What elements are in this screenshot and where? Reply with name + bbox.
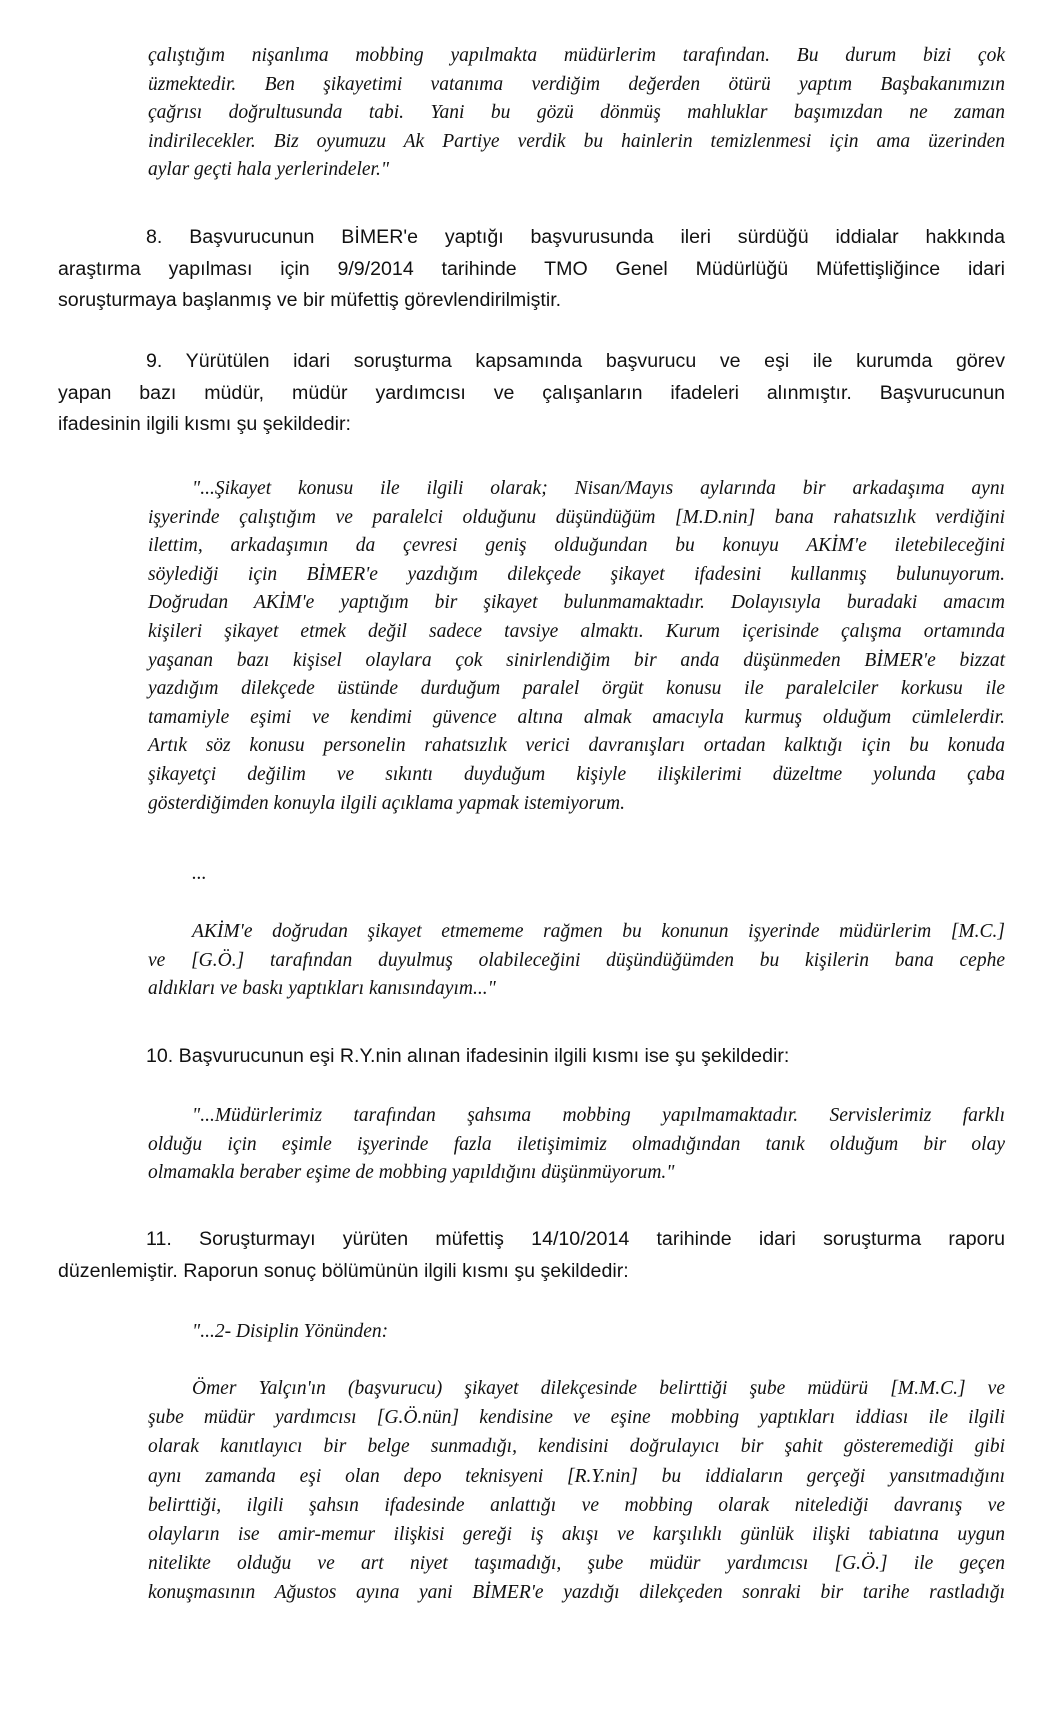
quote-c <box>148 1102 1005 1188</box>
quote-line: çalıştığım nişanlıma mobbing yapılmakta müdürlerim tarafından. Bu durum bizi çok <box>148 45 1005 66</box>
paragraph-line: 9. Yürütülen idari soruşturma kapsamında başvurucu ve eşi ile kurumda görev <box>146 350 1005 372</box>
quote-line: aynı zamanda eşi olan depo teknisyeni [R.Y.nin] bu iddiaların gerçeği yansıtmadığını <box>148 1465 1005 1487</box>
paragraph-line: düzenlemiştir. Raporun sonuç bölümünün ilgili kısmı şu şekildedir: <box>58 1259 629 1282</box>
paragraph-10 <box>58 1041 1005 1073</box>
quote-line: çağrısı doğrultusunda tabi. Yani bu gözü dönmüş mahluklar başımızdan ne zaman <box>148 102 1005 124</box>
quote-line: indirilecekler. Biz oyumuzu Ak Partiye verdik bu hainlerin temizlenmesi için ama üzerinden <box>148 130 1005 152</box>
quote-line: Artık söz konusu personelin rahatsızlık verici davranışları ortadan kalktığı için bu konuda <box>148 735 1005 757</box>
quote-line: konuşmasının Ağustos ayına yani BİMER'e yazdığı dilekçeden sonraki bir tarihe rastladığı <box>148 1582 1005 1604</box>
quote-line: belirttiği, ilgili şahsın ifadesinde anlattığı ve mobbing olarak nitelediği davranış ve <box>148 1494 1005 1516</box>
quote-line: "...Şikayet konusu ile ilgili olarak; Nisan/Mayıs aylarında bir arkadaşıma aynı <box>192 478 1005 499</box>
quote-line: söylediği için BİMER'e yazdığım dilekçede şikayet ifadesini kullanmış bulunuyorum. <box>148 563 1005 585</box>
paragraph-line: araştırma yapılması için 9/9/2014 tarihinde TMO Genel Müdürlüğü Müfettişliğince idari <box>58 257 1005 280</box>
paragraph-line: 10. Başvurucunun eşi R.Y.nin alınan ifadesinin ilgili kısmı ise şu şekildedir: <box>146 1045 790 1067</box>
quote-line: üzmektedir. Ben şikayetimi vatanıma verdiğim değerden ötürü yaptım Başbakanımızın <box>148 73 1005 95</box>
quote-ellipsis: ... <box>192 863 207 884</box>
quote-line: yazdığım dilekçede üstünde durduğum paralel örgüt konusu ile paralelciler korkusu ile <box>148 678 1005 700</box>
quote-line: Ömer Yalçın'ın (başvurucu) şikayet dilekçesinde belirttiği şube müdürü [M.M.C.] ve <box>192 1378 1005 1399</box>
quote-line: olarak kanıtlayıcı bir belge sunmadığı, kendisini doğrulayıcı bir şahit gösteremediği gibi <box>148 1436 1005 1458</box>
quote-line: "...Müdürlerimiz tarafından şahsıma mobbing yapılmamaktadır. Servislerimiz farklı <box>192 1105 1005 1126</box>
quote-line: aldıkları ve baskı yaptıkları kanısındayım..." <box>148 978 496 1000</box>
quote-a <box>148 42 1005 185</box>
quote-line: AKİM'e doğrudan şikayet etmememe rağmen bu konunun işyerinde müdürlerim [M.C.] <box>192 921 1005 942</box>
quote-line: nitelikte olduğu ve art niyet taşımadığı, şube müdür yardımcısı [G.Ö.] ile geçen <box>148 1553 1005 1575</box>
quote-line: Doğrudan AKİM'e yaptığım bir şikayet bulunmamaktadır. Dolayısıyla buradaki amacım <box>148 592 1005 614</box>
paragraph-9 <box>58 346 1005 441</box>
quote-line: işyerinde çalıştığım ve paralelci olduğunu düşündüğüm [M.D.nin] bana rahatsızlık verdiğini <box>148 506 1005 528</box>
quote-d <box>148 1374 1005 1608</box>
paragraph-line: 8. Başvurucunun BİMER'e yaptığı başvurusunda ileri sürdüğü iddialar hakkında <box>146 226 1005 248</box>
quote-line: şikayetçi değilim ve sıkıntı duyduğum kişiyle ilişkilerimi düzeltme yolunda çaba <box>148 763 1005 785</box>
quote-line: tamamiyle eşimi ve kendimi güvence altına almak amacıyla kurmuş olduğum cümlelerdir. <box>148 706 1005 728</box>
paragraph-8 <box>58 222 1005 317</box>
paragraph-line: 11. Soruşturmayı yürüten müfettiş 14/10/2014 tarihinde idari soruşturma raporu <box>146 1228 1005 1250</box>
quote-line: aylar geçti hala yerlerindeler." <box>148 159 390 181</box>
quote-line: ilettim, arkadaşımın da çevresi geniş olduğundan bu konuyu AKİM'e iletebileceğini <box>148 535 1005 557</box>
quote-line: yaşanan bazı kişisel olaylara çok sinirlendiğim bir anda düşünmeden BİMER'e bizzat <box>148 649 1005 671</box>
quote-line: olmamakla beraber eşime de mobbing yapıldığını düşünmüyorum." <box>148 1162 675 1184</box>
quote-line: kişileri şikayet etmek değil sadece tavsiye almaktı. Kurum içerisinde çalışma ortamında <box>148 620 1005 642</box>
paragraph-line: soruşturmaya başlanmış ve bir müfettiş görevlendirilmiştir. <box>58 289 562 311</box>
quote-line: şube müdür yardımcısı [G.Ö.nün] kendisine ve eşine mobbing yaptıkları iddiası ile ilgili <box>148 1407 1005 1429</box>
quote-d-heading: "...2- Disiplin Yönünden: <box>192 1321 389 1342</box>
paragraph-line: yapan bazı müdür, müdür yardımcısı ve çalışanların ifadeleri alınmıştır. Başvurucunun <box>58 381 1005 404</box>
quote-b-tail <box>148 918 1005 1004</box>
paragraph-11 <box>58 1224 1005 1287</box>
quote-line: olduğu için eşimle işyerinde fazla iletişimimiz olmadığından tanık olduğum bir olay <box>148 1133 1005 1155</box>
quote-line: olayların ise amir-memur ilişkisi gereği iş akışı ve karşılıklı günlük ilişki tabiatına uygun <box>148 1524 1005 1546</box>
quote-line: ve [G.Ö.] tarafından duyulmuş olabileceğini düşündüğümden bu kişilerin bana cephe <box>148 949 1005 971</box>
paragraph-line: ifadesinin ilgili kısmı şu şekildedir: <box>58 413 351 435</box>
quote-b <box>148 475 1005 818</box>
quote-line: gösterdiğimden konuyla ilgili açıklama yapmak istemiyorum. <box>148 792 625 814</box>
